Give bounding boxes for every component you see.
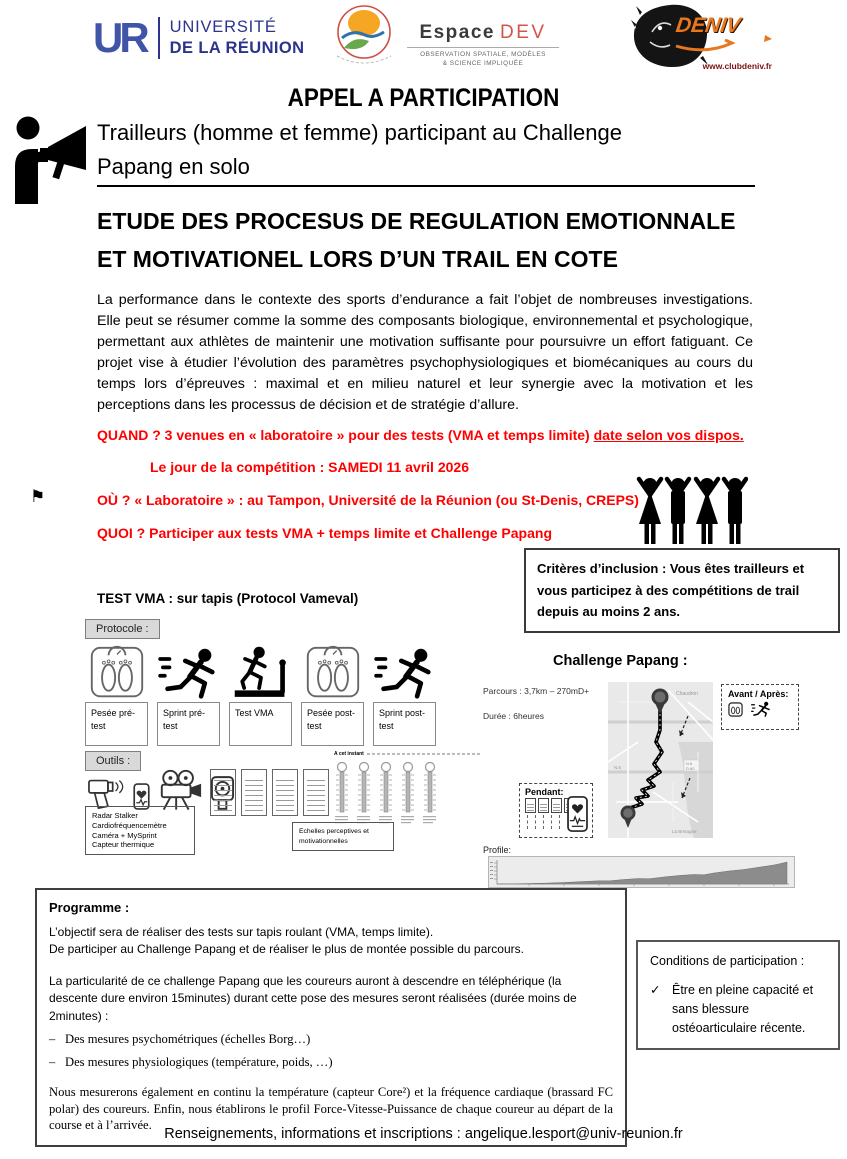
conditions-heading: Conditions de participation : bbox=[650, 954, 805, 968]
scale-icon bbox=[301, 644, 364, 702]
logo-divider bbox=[158, 17, 160, 59]
course-map bbox=[608, 682, 713, 838]
contact-line: Renseignements, informations et inscriptions : angelique.lesport@univ-reunion.fr bbox=[164, 1126, 683, 1142]
subtitle-underline bbox=[97, 185, 755, 187]
scale-icon bbox=[85, 644, 148, 702]
svg-text:Chaudron: Chaudron bbox=[676, 691, 698, 697]
challenge-parcours: Parcours : 3,7km – 270mD+ bbox=[483, 686, 590, 696]
espace-dev-tagline1: OBSERVATION SPATIALE, MODÈLES bbox=[420, 51, 546, 58]
univ-line2: DE LA RÉUNION bbox=[169, 39, 305, 57]
espace-dev-tagline2: & SCIENCE IMPLIQUÉE bbox=[442, 59, 524, 67]
step-label: Test VMA bbox=[229, 702, 292, 746]
perceptive-scales-figure bbox=[334, 751, 482, 827]
radar-gun-icon bbox=[88, 772, 126, 810]
protocol-steps bbox=[85, 644, 436, 746]
pendant-label: Pendant: bbox=[525, 787, 564, 797]
programme-p4: Nous mesurerons également en continu la température (capteur Core²) et la fréquence cardiaque (brassard FC polar) des coureurs. Enfin, nous établirons le profil Force-Vitesse-Puissance de chaque coureur au départ de la course et à l’arrivée. bbox=[49, 1085, 613, 1132]
tools-list-box bbox=[85, 806, 195, 855]
ou-line: OÙ ? « Laboratoire » : au Tampon, Université de la Réunion (ou St-Denis, CREPS) bbox=[97, 492, 639, 508]
flag-icon: ⚑ bbox=[30, 487, 46, 506]
ur-monogram-icon: UR bbox=[93, 14, 146, 61]
espace-dev-logo bbox=[333, 4, 563, 70]
step-test-vma bbox=[229, 644, 292, 746]
rating-scale-icon bbox=[400, 761, 416, 827]
programme-p3: La particularité de ce challenge Papang que les coureurs auront à descendre en téléphérique (la descente dure environ 15minutes) durant cette pose des mesures seront réalisées (durée moins de 2minutes) : bbox=[49, 973, 577, 1023]
programme-bullet2: – Des mesures physiologiques (température, poids, …) bbox=[49, 1055, 333, 1069]
quoi-line: QUOI ? Participer aux tests VMA + temps limite et Challenge Papang bbox=[97, 525, 552, 541]
svg-text:N.6: N.6 bbox=[614, 765, 622, 770]
step-pesee-post bbox=[301, 644, 364, 746]
study-title-line2: ET MOTIVATIONEL LORS D’UN TRAIL EN COTE bbox=[97, 245, 618, 272]
tool-item: Capteur thermique bbox=[92, 840, 155, 850]
heart-rate-monitor-icon bbox=[567, 796, 588, 832]
conditions-box bbox=[636, 940, 840, 1050]
outils-chip: Outils : bbox=[85, 751, 141, 771]
universite-reunion-logo bbox=[93, 12, 304, 64]
pendant-box bbox=[519, 783, 593, 838]
svg-text:N.6: N.6 bbox=[686, 761, 693, 766]
sprinter-icon bbox=[157, 644, 220, 702]
programme-p2: De participer au Challenge Papang et de réaliser le plus de montée possible du parcours. bbox=[49, 942, 524, 956]
questionnaire-sheets bbox=[210, 769, 329, 816]
deniv-url-link[interactable]: www.clubdeniv.fr bbox=[702, 61, 772, 71]
celebrating-people-icon bbox=[636, 476, 748, 546]
intro-paragraph: La performance dans le contexte des sports d’endurance a fait l’objet de nombreuses investigations. Elle peut se résumer comme la somme des composants biologique, environnemental et psychologique, permettant aux athlètes de maintenir une motivation suffisante pour poursuivre un effort fatiguant. Ce projet vise à étudier l’évolution des paramètres psychophysiologiques et biomécaniques au cours du temps lors d’épreuves : maximal et en milieu naturel et leur synergie avec la motivation et les perceptions dans les processus de décision et de stratégie d’allure. bbox=[97, 292, 753, 413]
rating-scale-icon bbox=[334, 761, 350, 827]
study-title bbox=[97, 203, 736, 278]
dash-bullet: – bbox=[49, 1032, 56, 1046]
challenge-heading: Challenge Papang : bbox=[553, 653, 688, 669]
tool-item: Caméra + MySprint bbox=[92, 830, 157, 840]
elevation-profile-chart bbox=[488, 856, 795, 888]
challenge-duree: Durée : 6heures bbox=[483, 711, 544, 721]
tool-item: Radar Stalker bbox=[92, 811, 138, 820]
questionnaire-sheet bbox=[210, 769, 236, 816]
programme-box bbox=[35, 888, 627, 1147]
quand-line: QUAND ? 3 venues en « laboratoire » pour des tests (VMA et temps limite) date selon vos dispos. bbox=[97, 427, 744, 443]
scales-title: A cet instant bbox=[334, 751, 364, 757]
logo-rule bbox=[407, 47, 559, 48]
inclusion-criteria-box: Critères d’inclusion : Vous êtes trailleurs et vous participez à des compétitions de trail depuis au moins 2 ans. bbox=[524, 548, 840, 633]
rating-scale-icon bbox=[378, 761, 394, 827]
dash-bullet: – bbox=[49, 1055, 56, 1069]
sprinter-icon bbox=[373, 644, 436, 702]
avant-apres-label: Avant / Après: bbox=[728, 689, 789, 699]
tool-item: Cardiofréquencemètre bbox=[92, 820, 167, 830]
espace-dev-globe-icon bbox=[333, 4, 395, 70]
checkmark-icon: ✓ bbox=[650, 983, 661, 997]
camera-icon bbox=[157, 769, 203, 810]
subtitle-line2: Papang en solo bbox=[97, 153, 250, 179]
step-sprint-pre bbox=[157, 644, 220, 746]
treadmill-runner-icon bbox=[229, 644, 292, 702]
profile-label: Profile: bbox=[483, 845, 512, 855]
step-label: Pesée pré-test bbox=[85, 702, 148, 746]
scales-subtitle-placeholder bbox=[367, 753, 482, 755]
page-title: APPEL A PARTICIPATION bbox=[287, 84, 560, 112]
step-label: Pesée post-test bbox=[301, 702, 364, 746]
svg-text:La Bretagne: La Bretagne bbox=[672, 829, 697, 834]
quand-underlined: date selon vos dispos. bbox=[593, 427, 744, 443]
programme-p1: L’objectif sera de réaliser des tests sur tapis roulant (VMA, temps limite). bbox=[49, 924, 434, 939]
mini-scale-icon bbox=[728, 702, 743, 717]
study-title-line1: ETUDE DES PROCESUS DE REGULATION EMOTIONNALE bbox=[97, 208, 736, 234]
flyer-subtitle bbox=[97, 116, 622, 183]
step-label: Sprint post-test bbox=[373, 702, 436, 746]
deniv-wordmark: DENIV bbox=[674, 14, 742, 37]
univ-line1: UNIVERSITÉ bbox=[169, 18, 277, 36]
rating-scale-icon bbox=[422, 761, 438, 827]
megaphone-announcer-icon bbox=[6, 114, 90, 204]
step-pesee-pre bbox=[85, 644, 148, 746]
rating-scale-icon bbox=[356, 761, 372, 827]
club-deniv-logo bbox=[630, 2, 772, 74]
subtitle-line1: Trailleurs (homme et femme) participant au Challenge bbox=[97, 120, 622, 145]
questionnaire-sheet bbox=[303, 769, 329, 816]
competition-date-line: Le jour de la compétition : SAMEDI 11 avril 2026 bbox=[150, 459, 469, 475]
contact-email-link[interactable]: angelique.lesport@univ-reunion.fr bbox=[464, 1126, 683, 1142]
step-label: Sprint pré-test bbox=[157, 702, 220, 746]
questionnaire-sheet bbox=[272, 769, 298, 816]
protocole-chip: Protocole : bbox=[85, 619, 160, 639]
rating-scales bbox=[334, 761, 482, 827]
questionnaire-sheet bbox=[241, 769, 267, 816]
programme-bullet1: – Des mesures psychométriques (échelles Borg…) bbox=[49, 1032, 311, 1046]
step-sprint-post bbox=[373, 644, 436, 746]
svg-text:D.60: D.60 bbox=[686, 766, 695, 771]
espace-dev-wordmark: Espace DEV bbox=[419, 22, 547, 43]
test-vma-heading: TEST VMA : sur tapis (Protocol Vameval) bbox=[97, 591, 359, 606]
scales-caption-box: Echelles perceptives et motivationnelles bbox=[292, 822, 394, 851]
mini-sprinter-icon bbox=[751, 701, 772, 717]
avant-apres-box bbox=[721, 684, 799, 730]
programme-heading: Programme : bbox=[49, 900, 130, 915]
conditions-item: ✓ Être en pleine capacité et sans blessure ostéoarticulaire récente. bbox=[650, 981, 826, 1038]
